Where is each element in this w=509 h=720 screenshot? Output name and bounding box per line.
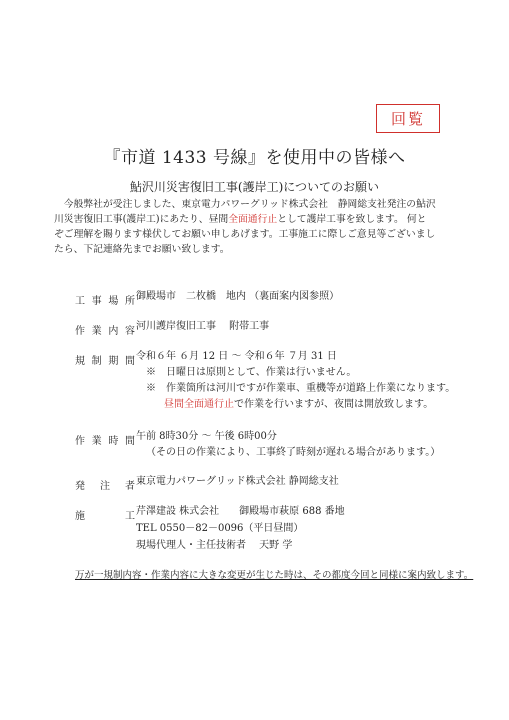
period-note-closure: 昼間全面通行止で作業を行いますが、夜間は開放致します。 <box>164 399 434 410</box>
circulation-stamp: 回覧 <box>376 104 440 133</box>
contractor-tel: TEL 0550－82－0096（平日昼間） <box>136 523 304 534</box>
intro-line-2: 川災害復旧工事(護岸工)にあたり、昼間全面通行止として護岸工事を致します。 何と <box>54 214 427 225</box>
location-value: 御殿場市 二枚橋 地内 （裏面案内図参照） <box>136 291 340 302</box>
contractor-manager: 現場代理人・主任技術者 天野 学 <box>136 540 293 551</box>
footer-notice: 万が一規制内容・作業内容に大きな変更が生じた時は、その都度今回と同様に案内致します。 <box>75 570 474 581</box>
period-note-road: ※ 作業箇所は河川ですが作業車、重機等が道路上作業になります。 <box>146 383 456 394</box>
client-value: 東京電力パワーグリッド株式会社 静岡総支社 <box>136 476 339 487</box>
period-note-sunday: ※ 日曜日は原則として、作業は行いません。 <box>146 367 357 378</box>
content-value: 河川護岸復旧工事 附帯工事 <box>136 321 270 332</box>
contractor-company: 芹澤建設 株式会社 御殿場市萩原 688 番地 <box>136 506 345 517</box>
period-value: 令和６年 ６月 12 日 ～ 令和６年 ７月 31 日 <box>136 351 337 362</box>
hours-note: （その日の作業により、工事終了時刻が遅れる場合があります。） <box>146 447 441 458</box>
intro-paragraph <box>54 197 464 257</box>
intro-line-1: 今般弊社が受注しました、東京電力パワーグリッド株式会社 静岡総支社発注の鮎沢 <box>63 199 436 210</box>
hours-value: 午前 8時30分 ～ 午後 6時00分 <box>136 431 277 442</box>
client-label: 発注者 <box>75 481 135 492</box>
page-title: 『市道 1433 号線』を使用中の皆様へ <box>103 148 406 168</box>
hours-label: 作業時間 <box>75 436 135 447</box>
page-subtitle: 鮎沢川災害復旧工事(護岸工)についてのお願い <box>129 180 380 194</box>
content-label: 作業内容 <box>75 326 135 337</box>
closure-highlight: 全面通行止 <box>228 214 278 225</box>
location-label: 工事場所 <box>75 296 135 307</box>
intro-line-3: ぞご理解を賜ります様伏してお願い申しあげます。工事施工に際しご意見等ございまし <box>54 229 436 240</box>
period-label: 規制期間 <box>75 356 135 367</box>
intro-line-4: たら、下記連絡先までお願い致します。 <box>54 244 230 255</box>
contractor-label: 施工 <box>75 511 135 522</box>
